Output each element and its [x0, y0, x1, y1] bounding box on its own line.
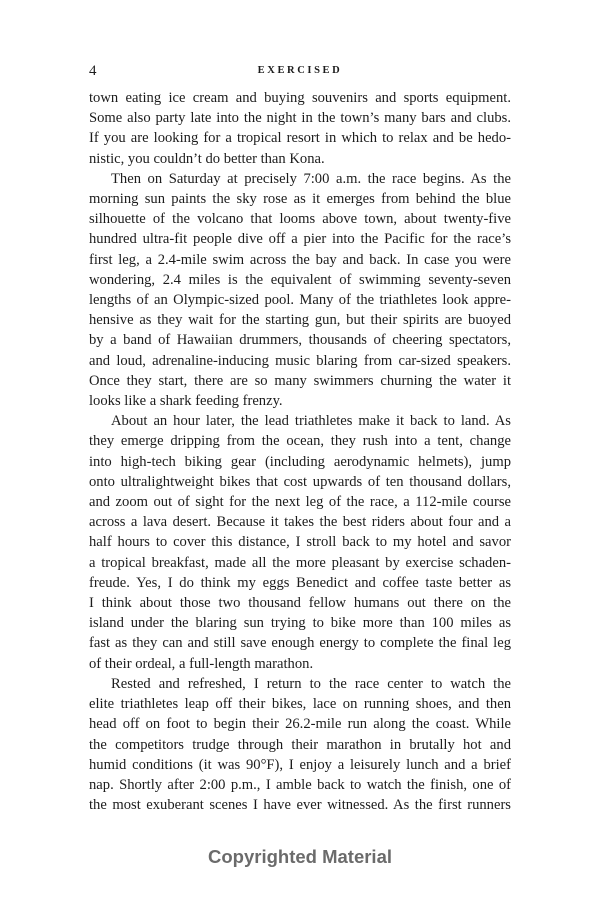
text-line: elite triathletes leap off their bikes, lace on running shoes, and then — [89, 696, 511, 713]
text-line: into high-tech biking gear (including aerodynamic helmets), jump — [89, 453, 511, 470]
paragraph — [89, 674, 511, 815]
text-line: town eating ice cream and buying souvenirs and sports equipment. — [89, 90, 511, 106]
text-line: silhouette of the volcano that looms above town, about twenty-five — [89, 211, 511, 228]
text-line: About an hour later, the lead triathletes make it back to land. As — [111, 413, 511, 430]
paragraph — [89, 169, 511, 411]
text-line: a tropical breakfast, made all the more pleasant by exercise schaden- — [89, 554, 511, 571]
text-line: looks like a shark feeding frenzy. — [89, 393, 283, 410]
text-line: across a lava desert. Because it takes the best riders about four and a — [89, 514, 511, 531]
chapter-title: EXERCISED — [257, 65, 343, 76]
text-line: nistic, you couldn’t do better than Kona. — [89, 150, 325, 167]
copyright-watermark: Copyrighted Material — [208, 846, 392, 867]
text-line: and zoom out of sight for the next leg of the race, a 112-mile course — [89, 494, 511, 511]
text-line: morning sun paints the sky rose as it emerges from behind the blue — [89, 191, 511, 208]
body-text — [89, 88, 511, 815]
text-line: humid conditions (it was 90°F), I enjoy a leisurely lunch and a brief — [89, 756, 511, 773]
text-line: I think about those two thousand fellow humans out there on the — [89, 595, 511, 612]
text-line: head off on foot to begin their 26.2-mile run along the coast. While — [89, 716, 511, 733]
running-head — [89, 62, 511, 82]
text-line: onto ultralightweight bikes that cost upwards of ten thousand dollars, — [89, 473, 511, 490]
text-line: Rested and refreshed, I return to the race center to watch the — [111, 675, 511, 692]
paragraph — [89, 411, 511, 674]
text-line: island under the blaring sun trying to bike more than 100 miles as — [89, 615, 511, 632]
text-line: wondering, 2.4 miles is the equivalent of swimming seventy-seven — [89, 271, 511, 288]
text-line: nap. Shortly after 2:00 p.m., I amble back to watch the finish, one of — [89, 776, 511, 793]
text-line: the competitors trudge through their marathon in brutally hot and — [89, 736, 511, 753]
text-line: first leg, a 2.4-mile swim across the bay and back. In case you were — [89, 251, 511, 268]
text-line: lengths of an Olympic-sized pool. Many of the triathletes look appre- — [89, 292, 511, 309]
text-line: If you are looking for a tropical resort in which to relax and be hedo- — [89, 130, 511, 147]
text-line: hensive as they wait for the starting gun, but their spirits are buoyed — [89, 312, 511, 329]
text-line: and loud, adrenaline-inducing music blaring from car-sized speakers. — [89, 352, 511, 369]
text-line: they emerge dripping from the ocean, they rush into a tent, change — [89, 433, 511, 450]
page-number: 4 — [89, 63, 97, 79]
text-line: half hours to cover this distance, I stroll back to my hotel and savor — [89, 534, 511, 551]
text-line: Then on Saturday at precisely 7:00 a.m. the race begins. As the — [111, 170, 511, 187]
text-line: by a band of Hawaiian drummers, thousands of cheering spectators, — [89, 332, 511, 349]
text-line: fast as they can and still save enough energy to complete the final leg — [89, 635, 511, 652]
text-line: hundred ultra-fit people dive off a pier into the Pacific for the race’s — [89, 231, 511, 248]
text-line: the most exuberant scenes I have ever witnessed. As the first runners — [89, 797, 511, 814]
text-line: freude. Yes, I do think my eggs Benedict and coffee taste better as — [89, 574, 511, 591]
text-line: of their ordeal, a full-length marathon. — [89, 655, 314, 672]
text-line: Once they start, there are so many swimmers churning the water it — [89, 372, 511, 389]
text-line: Some also party late into the night in the town’s many bars and clubs. — [89, 110, 511, 127]
paragraph — [89, 88, 511, 169]
